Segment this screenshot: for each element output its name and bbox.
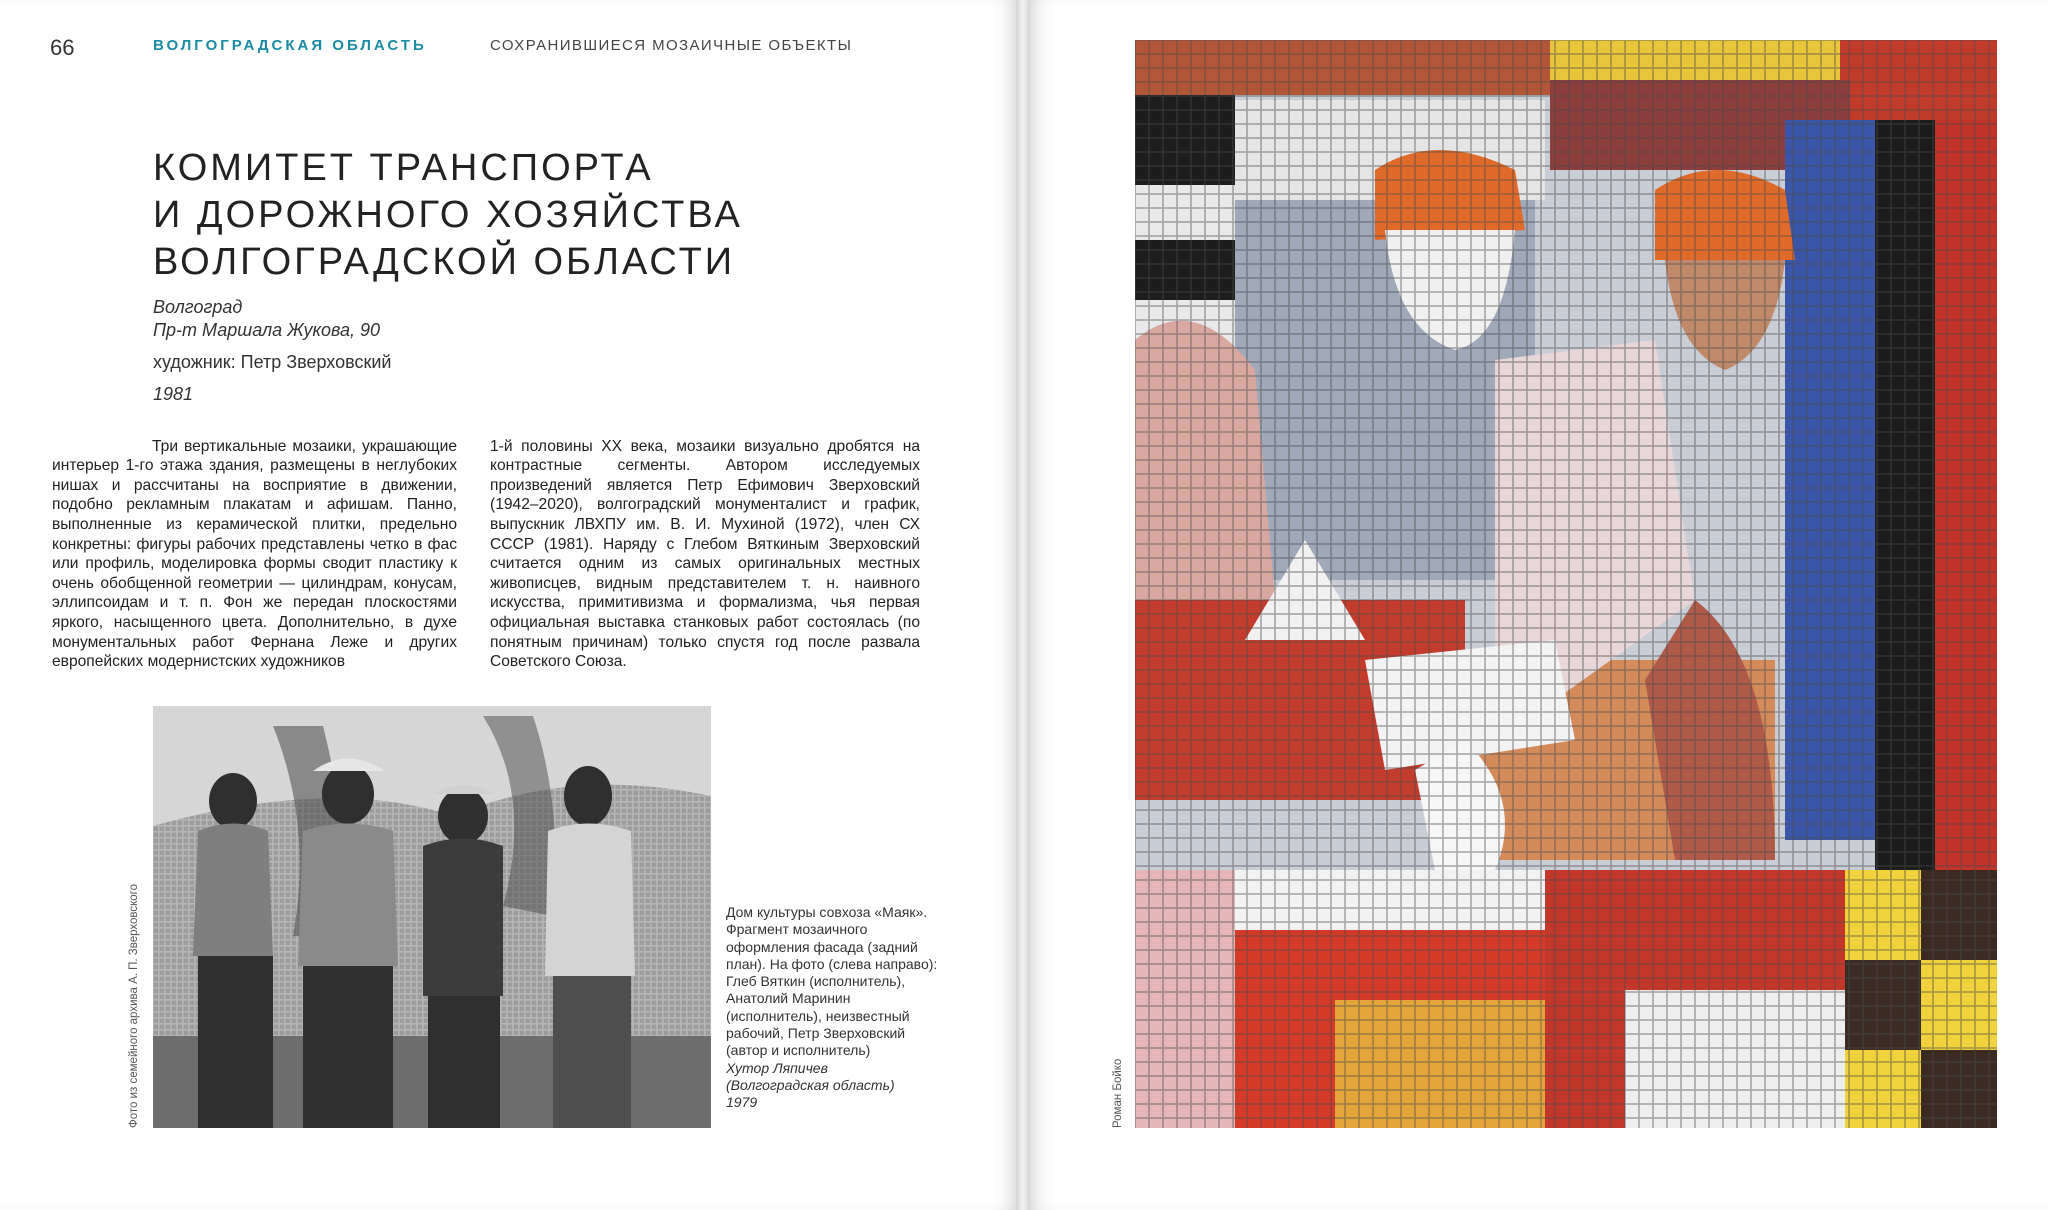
mosaic-image xyxy=(1135,40,1997,1128)
left-page xyxy=(0,0,1016,1210)
mosaic-photo xyxy=(1135,40,1997,1128)
page-number: 66 xyxy=(50,35,75,60)
title-line: ВОЛГОГРАДСКОЙ ОБЛАСТИ xyxy=(153,241,736,283)
title-line: КОМИТЕТ ТРАНСПОРТА xyxy=(153,147,654,189)
caption-year: 1979 xyxy=(726,1094,758,1111)
archive-photo xyxy=(153,706,711,1128)
body-column-1: Три вертикальные мозаики, украшающие интерьер 1-го этажа здания, размещены в неглубоких нишах и рассчитаны на восприятие в движении, подобно рекламным плакатам и афишам. Панно, выполненные из керамической плитки, предельно конкретны: фигуры рабочих представлены четко в фас или профиль, моделировка формы сводит пластику к очень обобщенной геометрии — цилиндрам, конусам, эллипсоидам и т. п. Фон же передан плоскостями яркого, насыщенного цвета. Дополнительно, в духе монументальных работ Фернана Леже и других европейских модернистских художников xyxy=(52,437,457,671)
body-column-2: 1-й половины XX века, мозаики визуально дробятся на контрастные сегменты. Автором исследуемых произведений является Петр Ефимович Зверховский (1942–2020), волгоградский монументалист и график, выпускник ЛВХПУ им. В. И. Мухиной (1972), член СХ СССР (1981). Наряду с Глебом Вяткиным Зверховский считается одним из самых оригинальных местных живописцев, видным представителем т. н. наивного искусства, примитивизма и формализма, чья первая официальная выставка станковых работ состоялась (по понятным причинам) только спустя год после развала Советского Союза. xyxy=(490,437,920,671)
address: Пр-т Маршала Жукова, 90 xyxy=(153,320,381,340)
mosaic-photo-credit: Роман Бойко xyxy=(1112,1058,1124,1128)
book-gutter xyxy=(1016,0,1030,1210)
caption-place: Хутор Ляпичев xyxy=(726,1059,828,1076)
year: 1981 xyxy=(153,384,194,404)
photo-credit: Фото из семейного архива А. П. Зверховского xyxy=(128,883,140,1128)
artist: художник: Петр Зверховский xyxy=(153,352,392,372)
running-header-section: СОХРАНИВШИЕСЯ МОЗАИЧНЫЕ ОБЪЕКТЫ xyxy=(490,37,853,54)
caption-text: Дом культуры совхоза «Маяк». Фрагмент мозаичного оформления фасада (задний план). На фото (слева направо): Глеб Вяткин (исполнитель), Анатолий Маринин (исполнитель), неизвестный рабочий, Петр Зверховский (автор и исполнитель) xyxy=(726,904,938,1059)
caption-region: (Волгоградская область) xyxy=(726,1076,895,1093)
article-title xyxy=(153,145,743,286)
title-line: И ДОРОЖНОГО ХОЗЯЙСТВА xyxy=(153,194,743,236)
running-header-region: ВОЛГОГРАДСКАЯ ОБЛАСТЬ xyxy=(153,37,427,54)
city: Волгоград xyxy=(153,297,243,317)
photo-caption xyxy=(726,904,946,1112)
archive-photo-image xyxy=(153,706,711,1128)
